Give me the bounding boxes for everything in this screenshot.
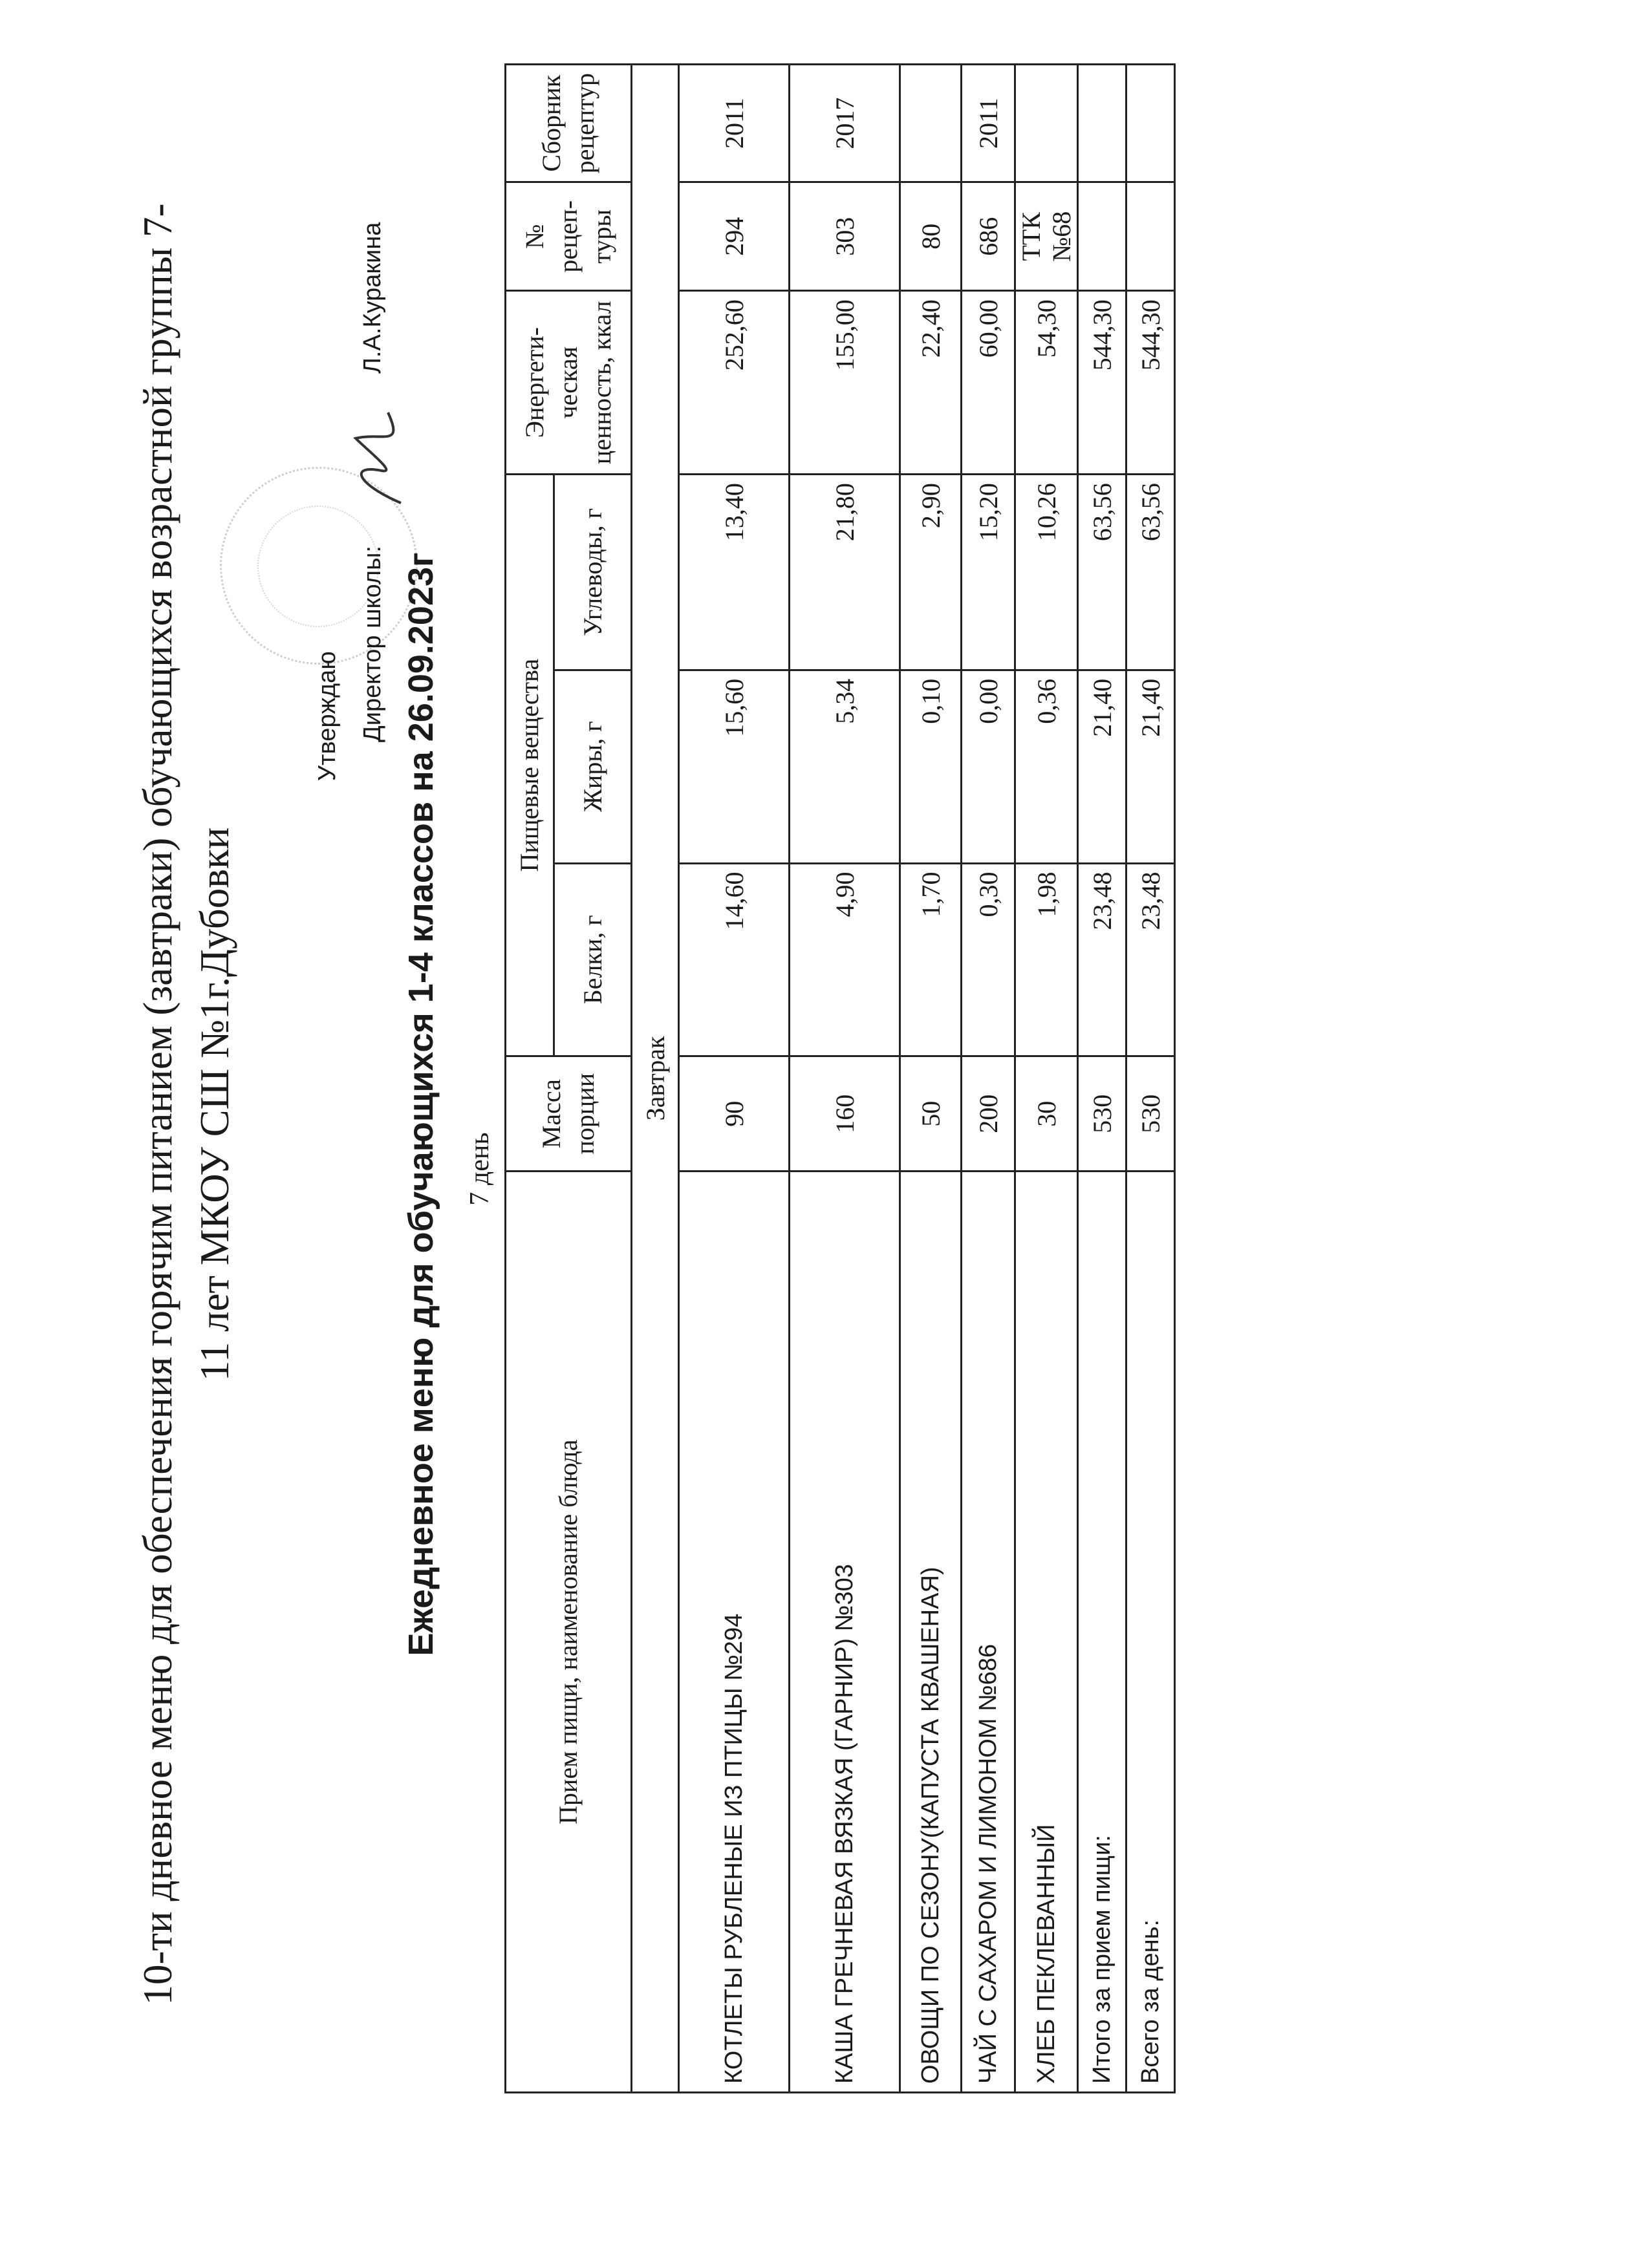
meal-total-energy: 544,30 [1078, 291, 1126, 475]
day-total-energy: 544,30 [1126, 291, 1175, 475]
section-breakfast: Завтрак [632, 65, 679, 2093]
dish-carbs: 2,90 [900, 475, 962, 670]
dish-mass: 200 [962, 1056, 1015, 1171]
header-mass: Масса порции [506, 1056, 632, 1171]
dish-mass: 50 [900, 1056, 962, 1171]
day-total-mass: 530 [1126, 1056, 1175, 1171]
meal-total-carbs: 63,56 [1078, 475, 1126, 670]
dish-protein: 14,60 [679, 863, 790, 1056]
day-total-fat: 21,40 [1126, 670, 1175, 863]
dish-collection: 2011 [962, 65, 1015, 182]
day-total-row [1126, 65, 1175, 2093]
dish-recipe-no: ТТК №68 [1015, 182, 1078, 291]
header-meal: Прием пищи, наименование блюда [506, 1171, 632, 2093]
dish-name: ЧАЙ С САХАРОМ И ЛИМОНОМ №686 [962, 1171, 1015, 2093]
title-line-2: 11 лет МКОУ СШ №1г.Дубовки [192, 827, 237, 1382]
dish-carbs: 13,40 [679, 475, 790, 670]
dish-carbs: 21,80 [790, 475, 900, 670]
dish-energy: 22,40 [900, 291, 962, 475]
dish-name: КОТЛЕТЫ РУБЛЕНЫЕ ИЗ ПТИЦЫ №294 [679, 1171, 790, 2093]
dish-fat: 0,36 [1015, 670, 1078, 863]
empty-cell [1126, 182, 1175, 291]
dish-fat: 15,60 [679, 670, 790, 863]
document-title [129, 37, 243, 2171]
day-label: 7 день [465, 1132, 495, 1206]
empty-cell [1126, 65, 1175, 182]
dish-fat: 0,10 [900, 670, 962, 863]
day-total-carbs: 63,56 [1126, 475, 1175, 670]
header-nutrients: Пищевые вещества [506, 475, 554, 1056]
dish-collection: 2011 [679, 65, 790, 182]
dish-name: КАША ГРЕЧНЕВАЯ ВЯЗКАЯ (ГАРНИР) №303 [790, 1171, 900, 2093]
dish-protein: 0,30 [962, 863, 1015, 1056]
director-role: Директор школы: [359, 546, 386, 742]
dish-fat: 5,34 [790, 670, 900, 863]
approval-word: Утверждаю [314, 651, 341, 781]
dish-recipe-no: 686 [962, 182, 1015, 291]
section-row [632, 65, 679, 2093]
table-header-row-1 [506, 65, 554, 2093]
director-name: Л.А.Куракина [359, 222, 386, 374]
dish-energy: 60,00 [962, 291, 1015, 475]
header-energy: Энергети-ческая ценность, ккал [506, 291, 632, 475]
header-fat: Жиры, г [554, 670, 632, 863]
dish-name: ОВОЩИ ПО СЕЗОНУ(КАПУСТА КВАШЕНАЯ) [900, 1171, 962, 2093]
meal-total-fat: 21,40 [1078, 670, 1126, 863]
dish-energy: 252,60 [679, 291, 790, 475]
meal-total-label: Итого за прием пищи: [1078, 1171, 1126, 2093]
table-row [790, 65, 900, 2093]
dish-protein: 1,70 [900, 863, 962, 1056]
day-total-protein: 23,48 [1126, 863, 1175, 1056]
dish-mass: 160 [790, 1056, 900, 1171]
dish-mass: 30 [1015, 1056, 1078, 1171]
dish-collection [1015, 65, 1078, 182]
dish-mass: 90 [679, 1056, 790, 1171]
menu-subtitle: Ежедневное меню для обучающихся 1-4 классов на 26.09.2023г [402, 552, 440, 1656]
meal-total-row [1078, 65, 1126, 2093]
header-protein: Белки, г [554, 863, 632, 1056]
empty-cell [1078, 65, 1126, 182]
dish-protein: 4,90 [790, 863, 900, 1056]
header-collection: Сборник рецептур [506, 65, 632, 182]
header-carbs: Углеводы, г [554, 475, 632, 670]
dish-fat: 0,00 [962, 670, 1015, 863]
dish-collection [900, 65, 962, 182]
dish-carbs: 15,20 [962, 475, 1015, 670]
dish-recipe-no: 294 [679, 182, 790, 291]
header-recipe-no: № рецеп-туры [506, 182, 632, 291]
dish-recipe-no: 80 [900, 182, 962, 291]
meal-total-protein: 23,48 [1078, 863, 1126, 1056]
dish-carbs: 10,26 [1015, 475, 1078, 670]
table-row [962, 65, 1015, 2093]
day-total-label: Всего за день: [1126, 1171, 1175, 2093]
meal-total-mass: 530 [1078, 1056, 1126, 1171]
table-row [900, 65, 962, 2093]
table-row [1015, 65, 1078, 2093]
dish-name: ХЛЕБ ПЕКЛЕВАННЫЙ [1015, 1171, 1078, 2093]
dish-collection: 2017 [790, 65, 900, 182]
dish-protein: 1,98 [1015, 863, 1078, 1056]
menu-table [504, 63, 1176, 2093]
table-row [679, 65, 790, 2093]
title-line-1: 10-ти дневное меню для обеспечения горячим питанием (завтраки) обучающихся возрастной группы 7- [135, 203, 180, 2006]
dish-energy: 54,30 [1015, 291, 1078, 475]
empty-cell [1078, 182, 1126, 291]
dish-energy: 155,00 [790, 291, 900, 475]
dish-recipe-no: 303 [790, 182, 900, 291]
